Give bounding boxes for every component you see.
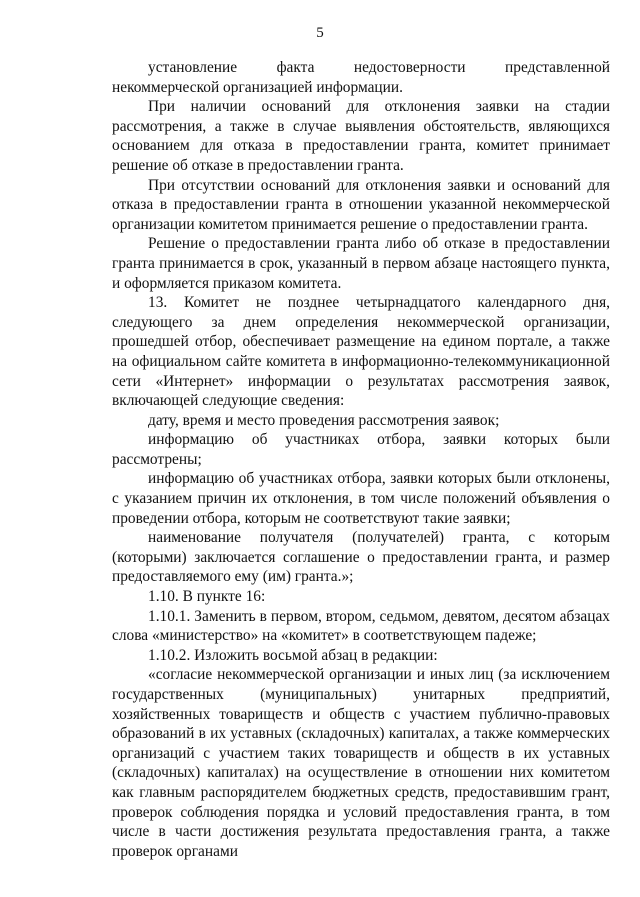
paragraph: «согласие некоммерческой организации и иных лиц (за исключением государственных (муниципальных) унитарных предприятий, хозяйственных товариществ и обществ с участием публично-правовых образований в их уставных (складочных) капиталах, а также коммерческих организаций с участием таких товариществ и обществ в их уставных (складочных) капиталах) на осуществление в отношении них комитетом как главным распорядителем бюджетных средств, предоставившим грант, проверок соблюдения порядка и условий предоставления гранта, в том числе в части достижения результата предоставления гранта, а также проверок органами [112, 666, 610, 860]
paragraph: При наличии оснований для отклонения заявки на стадии рассмотрения, а также в случае выявления обстоятельств, являющихся основанием для отказа в предоставлении гранта, комитет принимает решение об отказе в предоставлении гранта. [112, 98, 610, 174]
page-number: 5 [316, 25, 324, 41]
paragraph-item-1-10: 1.10. В пункте 16: [148, 588, 266, 606]
paragraph: информацию об участниках отбора, заявки которых были отклонены, с указанием причин их отклонения, в том числе положений объявления о проведении отбора, которым не соответствуют такие заявки; [112, 470, 610, 527]
paragraph-item-1-10-2: 1.10.2. Изложить восьмой абзац в редакции: [148, 646, 438, 664]
paragraph: наименование получателя (получателей) гранта, с которым (которыми) заключается соглашение о предоставлении гранта, и размер предоставляемого ему (им) гранта.»; [112, 529, 610, 586]
paragraph: дату, время и место проведения рассмотрения заявок; [148, 411, 500, 429]
paragraph: информацию об участниках отбора, заявки которых были рассмотрены; [112, 431, 610, 468]
paragraph: установление факта недостоверности представленной некоммерческой организацией информации. [112, 59, 610, 96]
paragraph: Решение о предоставлении гранта либо об отказе в предоставлении гранта принимается в срок, указанный в первом абзаце настоящего пункта, и оформляется приказом комитета. [112, 235, 610, 292]
paragraph-item-13: 13. Комитет не позднее четырнадцатого календарного дня, следующего за днем определения некоммерческой организации, прошедшей отбор, обеспечивает размещение на едином портале, а также на официальном сайте комитета в информационно-телекоммуникационной сети «Интернет» информации о результатах рассмотрения заявок, включающей следующие сведения: [112, 294, 610, 410]
document-body [112, 58, 610, 861]
paragraph: При отсутствии оснований для отклонения заявки и оснований для отказа в предоставлении гранта в отношении указанной некоммерческой организации комитетом принимается решение о предоставлении гранта. [112, 176, 610, 233]
paragraph-item-1-10-1: 1.10.1. Заменить в первом, втором, седьмом, девятом, десятом абзацах слова «министерство» на «комитет» в соответствующем падеже; [112, 607, 610, 645]
